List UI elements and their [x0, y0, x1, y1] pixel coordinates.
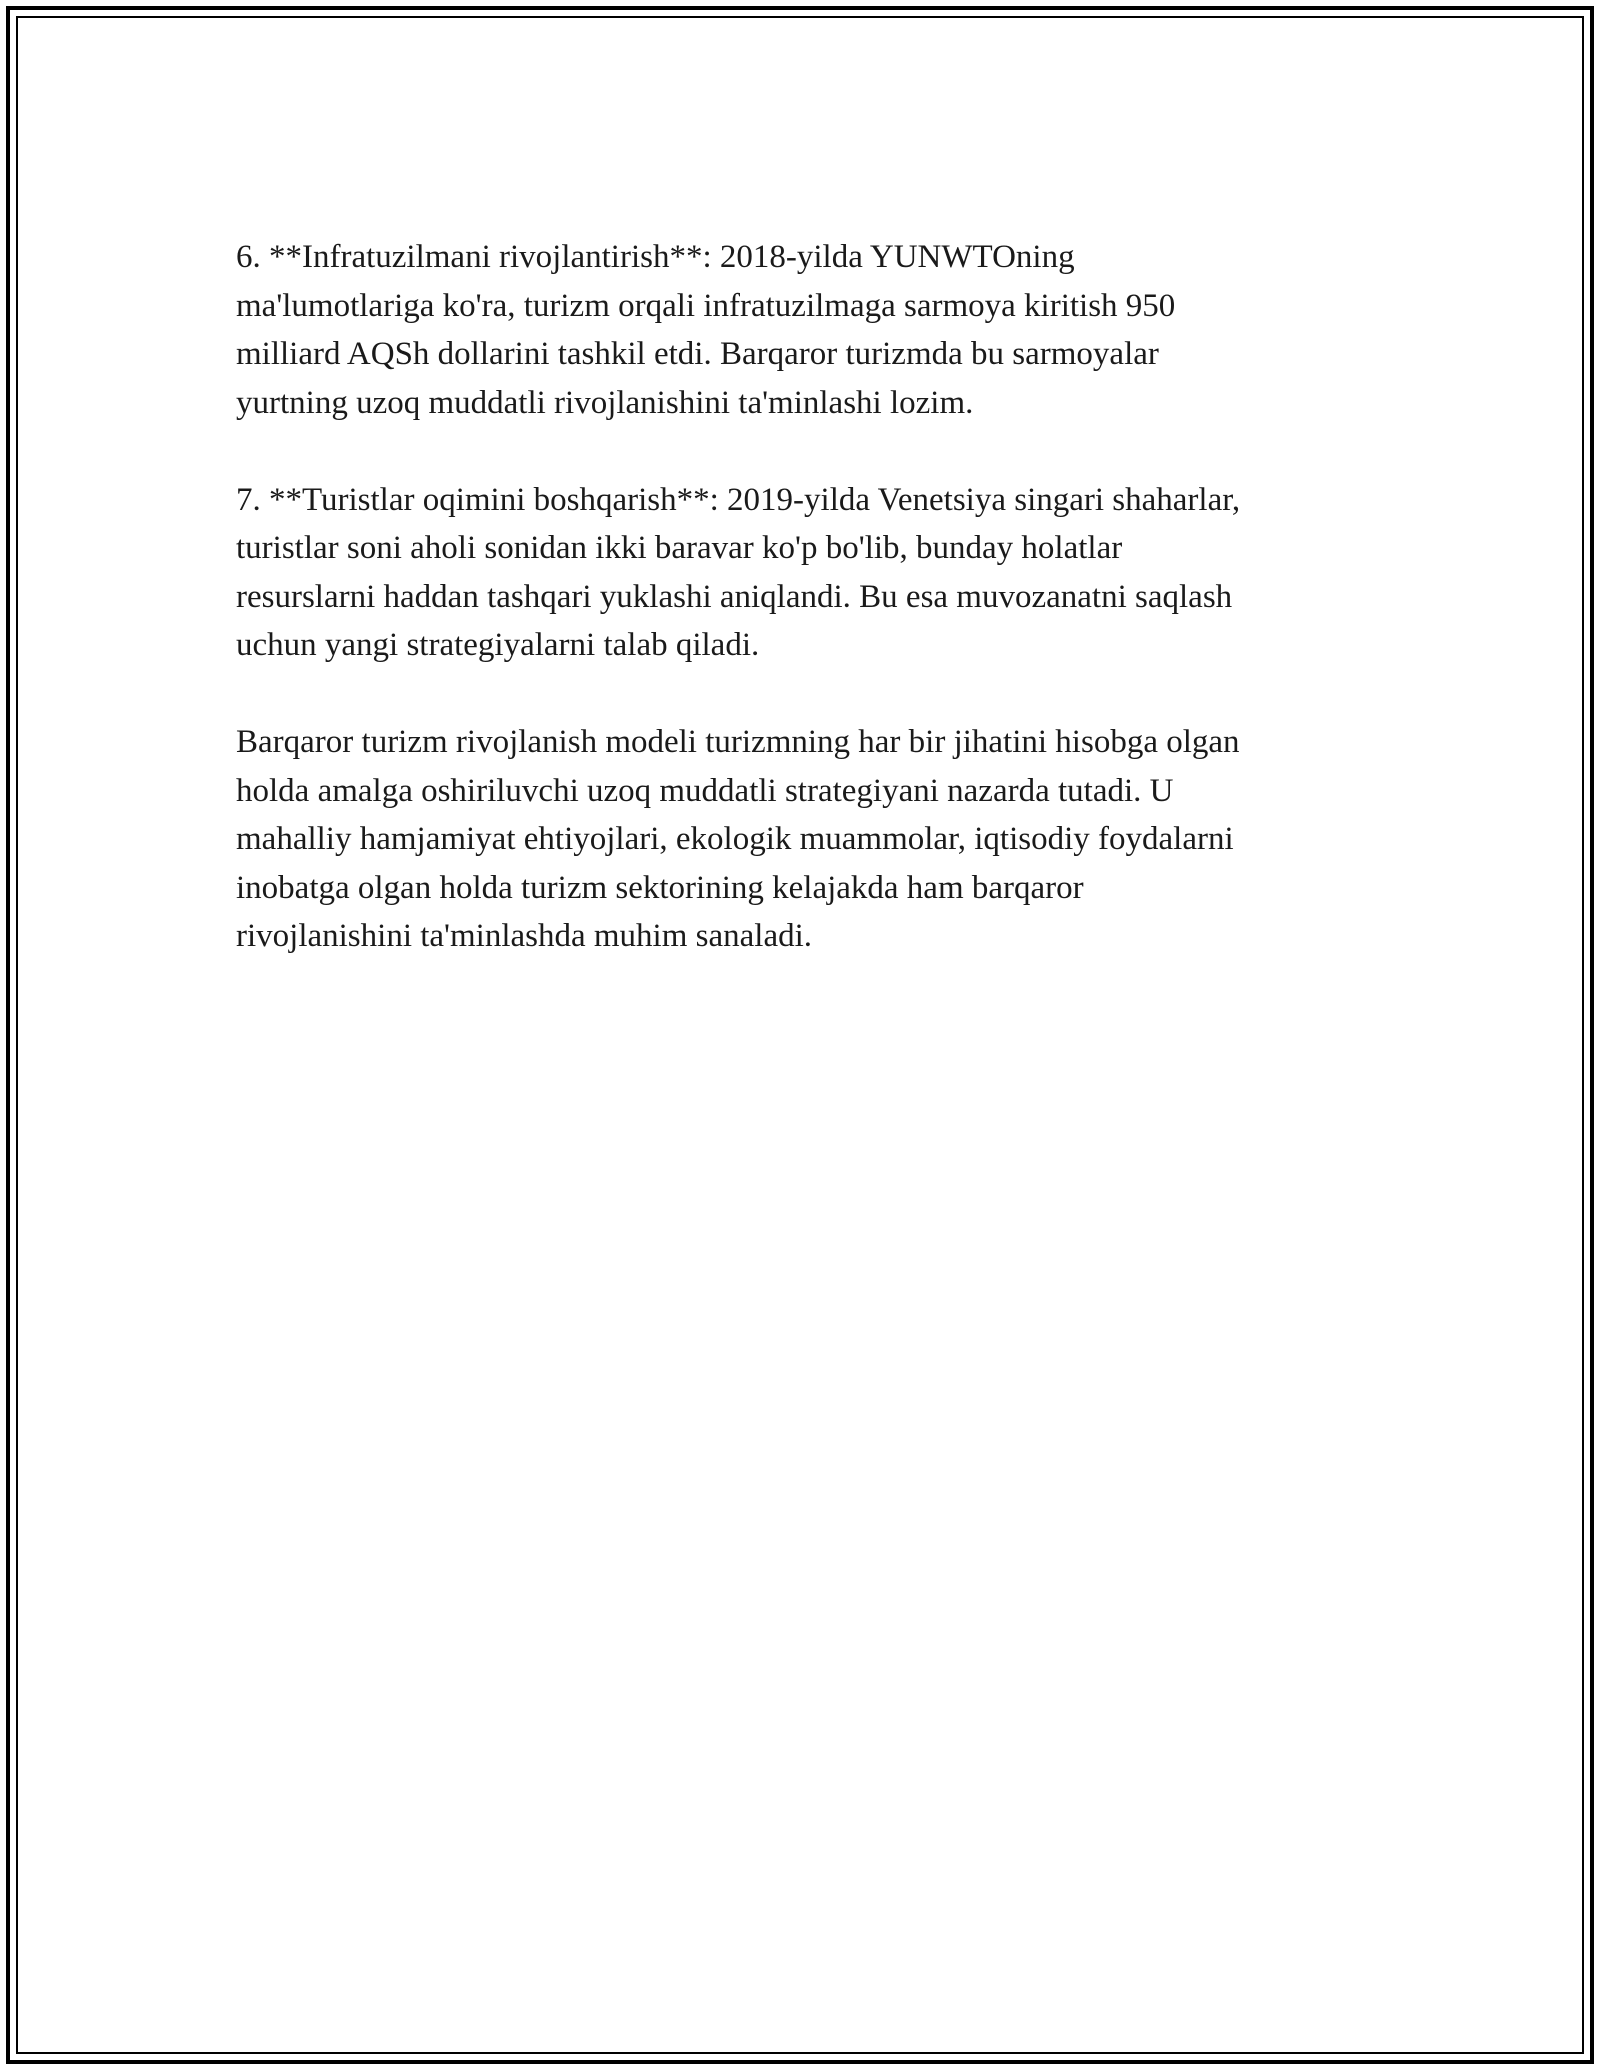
- text-line: yurtning uzoq muddatli rivojlanishini ta'minlashi lozim.: [236, 384, 974, 421]
- document-body: [236, 233, 1376, 1009]
- text-line: resurslarni haddan tashqari yuklashi aniqlandi. Bu esa muvozanatni saqlash: [236, 578, 1233, 615]
- text-line: Barqaror turizm rivojlanish modeli turizmning har bir jihatini hisobga olgan: [236, 724, 1240, 760]
- text-line: 7. **Turistlar oqimini boshqarish**: 2019-yilda Venetsiya singari shaharlar,: [236, 481, 1241, 518]
- paragraph-tourist-flow: [236, 476, 1376, 670]
- paragraph-conclusion: [236, 718, 1376, 961]
- text-line: turistlar soni aholi sonidan ikki baravar ko'p bo'lib, bunday holatlar: [236, 530, 1123, 566]
- text-line: ma'lumotlariga ko'ra, turizm orqali infratuzilmaga sarmoya kiritish 950: [236, 287, 1176, 324]
- text-line: inobatga olgan holda turizm sektorining kelajakda ham barqaror: [236, 869, 1084, 906]
- text-line: 6. **Infratuzilmani rivojlantirish**: 2018-yilda YUNWTOning: [236, 239, 1075, 275]
- text-line: uchun yangi strategiyalarni talab qiladi.: [236, 627, 760, 663]
- text-line: holda amalga oshiriluvchi uzoq muddatli strategiyani nazarda tutadi. U: [236, 772, 1174, 809]
- paragraph-infrastructure: [236, 233, 1376, 427]
- text-line: mahalliy hamjamiyat ehtiyojlari, ekologik muammolar, iqtisodiy foydalarni: [236, 821, 1234, 857]
- text-line: rivojlanishini ta'minlashda muhim sanaladi.: [236, 918, 813, 954]
- text-line: milliard AQSh dollarini tashkil etdi. Barqaror turizmda bu sarmoyalar: [236, 336, 1159, 372]
